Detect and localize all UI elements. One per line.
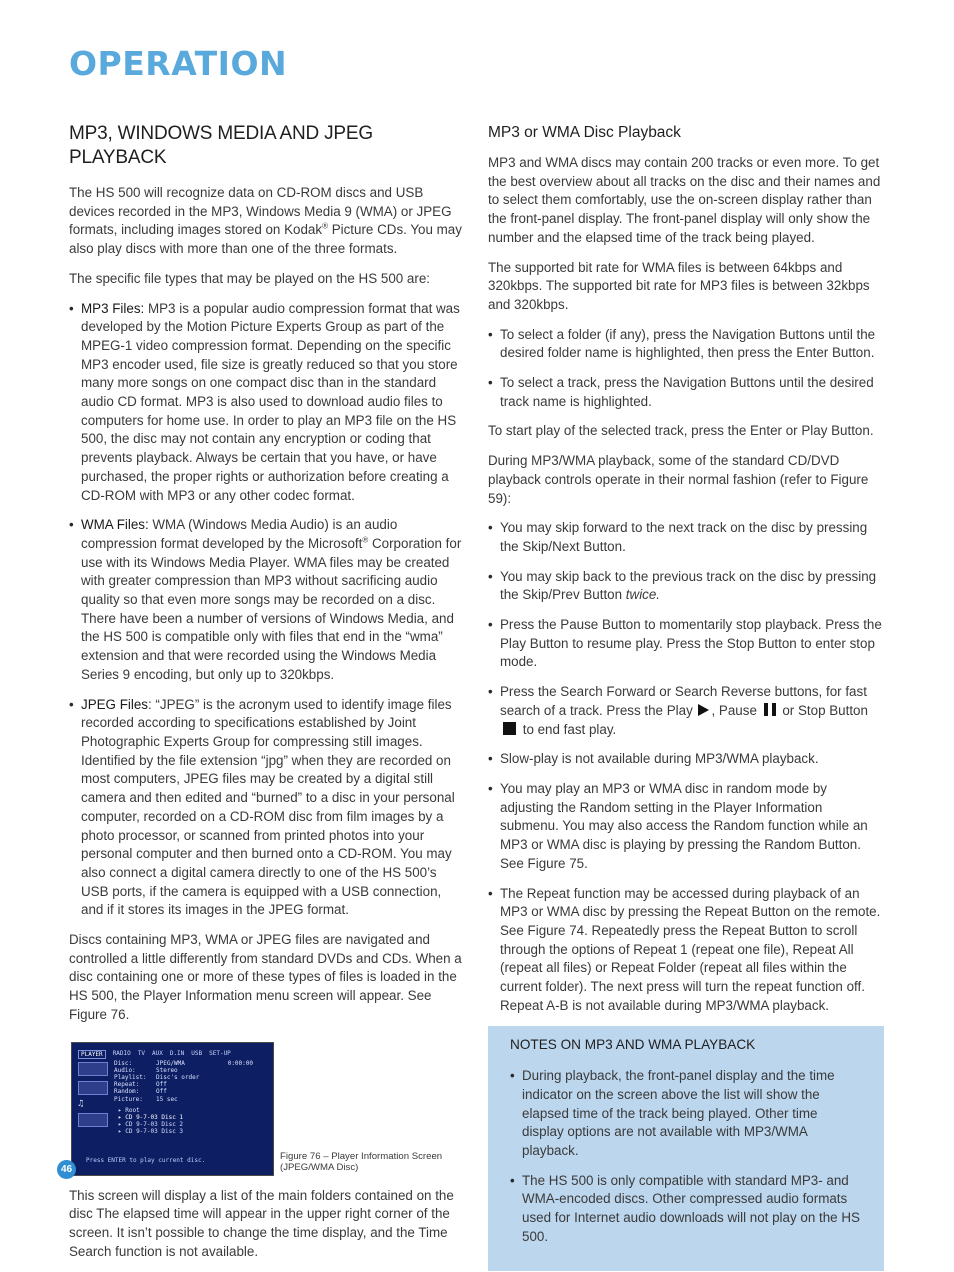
- folder-label: CD 9-7-03 Disc 1: [125, 1113, 184, 1121]
- screen-settings-rows: [114, 1060, 214, 1103]
- paragraph: During MP3/WMA playback, some of the standard CD/DVD playback controls operate in their normal fashion (refer to Figure 59):: [488, 453, 869, 506]
- photo-icon: [78, 1113, 108, 1127]
- list-item-wma: [69, 516, 467, 684]
- mp3-term: MP3 Files:: [81, 300, 145, 316]
- screen-row: [114, 1060, 214, 1067]
- list-item: • To select a folder (if any), press the Navigation Buttons until the desired folder name is highlighted, then press the Enter Button.: [488, 326, 884, 363]
- list-item-mp3: [69, 300, 467, 506]
- screen-row-label: Playlist:: [114, 1073, 147, 1081]
- screen-tab: PLAYER: [78, 1050, 106, 1059]
- registered-mark: ®: [322, 221, 328, 231]
- disc-icon: [78, 1062, 108, 1076]
- folder-item: [118, 1128, 183, 1135]
- list-item: • The Repeat function may be accessed during playback of an MP3 or WMA disc by pressing the Repeat Button on the remote. See Figure 74. Repeatedly press the Repeat Button to scroll through the options of Repeat 1 (repeat one file), Repeat All (repeat all files) or Repeat Folder (repeat all files within the current folder). The next press will turn the repeat function off. Repeat A-B is not available during MP3/WMA playback.: [488, 885, 884, 1016]
- folder-icon: ▸: [118, 1113, 126, 1121]
- screen-row: [114, 1081, 214, 1088]
- list-item: • Slow-play is not available during MP3/WMA playback.: [488, 750, 884, 769]
- subsection-title: MP3 or WMA Disc Playback: [488, 124, 681, 141]
- list-item: • You may play an MP3 or WMA disc in random mode by adjusting the Random setting in the Player Information submenu. You may also access the Random function while an MP3 or WMA disc is playing by pressing the Random Button. See Figure 75.: [488, 780, 884, 874]
- music-note-icon: ♫: [78, 1098, 84, 1109]
- screen-tabs: [78, 1050, 267, 1059]
- screen-row-label: Audio:: [114, 1066, 136, 1074]
- screen-row-value: Off: [156, 1088, 167, 1096]
- screen-row-label: Picture:: [114, 1095, 143, 1103]
- screen-row-value: JPEG/WMA: [156, 1059, 185, 1067]
- intro-text-1: The HS 500 will recognize data on CD-ROM discs and USB devices recorded in the MP3, Windows Media 9 (WMA) or JPEG formats, including images stored on Kodak: [69, 185, 452, 238]
- list-item-text: , Pause: [711, 702, 761, 718]
- list-item: • During playback, the front-panel display and the time indicator on the screen above the list will show the elapsed time of the track being played. Other time display options are not available with MP3/WMA playback.: [510, 1067, 862, 1161]
- folder-icon: ▸: [118, 1120, 126, 1128]
- page-number-badge: 46: [57, 1160, 76, 1179]
- file-types-list: [69, 300, 467, 921]
- list-item: • You may skip forward to the next track on the disc by pressing the Skip/Next Button.: [488, 519, 884, 556]
- folder-label: CD 9-7-03 Disc 3: [125, 1128, 184, 1136]
- screen-row: [114, 1067, 214, 1074]
- folder-label: Root: [125, 1106, 140, 1114]
- emphasis-text: twice.: [625, 587, 661, 603]
- list-item-text: Press the Search Forward or Search Reverse buttons, for fast search of a track. Press the Play: [500, 684, 867, 718]
- folder-icon: ▸: [118, 1128, 126, 1136]
- notes-title: NOTES ON MP3 AND WMA PLAYBACK: [510, 1037, 756, 1053]
- left-column: [69, 122, 467, 1272]
- play-icon: [698, 704, 709, 716]
- registered-mark: ®: [362, 535, 369, 545]
- screen-row-value: Stereo: [156, 1066, 178, 1074]
- mp3-text: MP3 is a popular audio compression format that was developed by the Motion Picture Experts Group as part of the MPEG-1 video compression format. Depending on the specific MP3 encoder used, file size is greatly reduced so that you store many more songs on one compact disc than in the standard audio CD format. MP3 is also used to download audio files to computers for home use. In order to play an MP3 file on the HS 500, the disc may not contain any encryption or coding that prevents playback. Always be certain that you have, or have purchased, the proper rights or authorization before creating a CD-ROM with MP3 or any other codec format.: [81, 300, 460, 503]
- screen-footer-hint: Press ENTER to play current disc.: [86, 1157, 206, 1165]
- intro-paragraph: [69, 184, 467, 259]
- closing-paragraph: This screen will display a list of the main folders contained on the disc The elapsed time will appear in the upper right corner of the screen. It isn’t possible to change the time display, and the Time Search function is not available.: [69, 1187, 454, 1259]
- screen-row-value: Disc's order: [156, 1073, 200, 1081]
- screen-tab: AUX: [151, 1049, 163, 1057]
- screen-row-label: Repeat:: [114, 1081, 140, 1089]
- screen-row-label: Random:: [114, 1088, 140, 1096]
- screen-tab: D.IN: [169, 1049, 185, 1057]
- folder-item: [118, 1107, 183, 1114]
- folder-item: [118, 1121, 183, 1128]
- jpeg-text: : “JPEG” is the acronym used to identify image files recorded according to specifications established by Joint Photographic Experts Group for compressing still images. Identified by the file extension “jpg” when they are recorded on most computers, JPEG files may be created by a digital still camera and then edited and “burned” to a disc in your personal computer, recorded on a CD-ROM disc from film images by a photo processor, or scanned from printed photos into your personal computer and then burned onto a CD-ROM. You may also connect a digital camera directly to one of the HS 500’s USB ports, if the camera is equipped with a USB connection, and if it stores its images in the JPEG format.: [81, 696, 455, 918]
- list-item-text: You may skip back to the previous track on the disc by pressing the Skip/Prev Button: [500, 568, 877, 603]
- figure-caption: Figure 76 – Player Information Screen (JPEG/WMA Disc): [280, 1150, 443, 1173]
- jpeg-term: JPEG Files: [81, 696, 148, 712]
- screen-row-value: 15 sec: [156, 1095, 178, 1103]
- wma-text-1: WMA (Windows Media Audio) is an audio compression format developed by the Microsoft: [81, 517, 398, 551]
- page-header-title: OPERATION: [69, 44, 288, 83]
- notes-list: [510, 1067, 862, 1246]
- pause-icon: [764, 703, 776, 716]
- folder-icon: ▸: [118, 1106, 126, 1114]
- list-item: • Press the Pause Button to momentarily stop playback. Press the Play Button to resume play. Press the Stop Button to enter stop mode.: [488, 616, 884, 672]
- list-item-text: or Stop Button: [778, 702, 868, 718]
- screen-row-value: Off: [156, 1081, 167, 1089]
- screen-row: [114, 1088, 214, 1095]
- wma-term: WMA Files:: [81, 517, 149, 533]
- screen-tab: RADIO: [112, 1049, 131, 1057]
- selection-list: [488, 326, 884, 412]
- figure-76: [69, 1036, 467, 1176]
- screen-row: [114, 1074, 214, 1081]
- screen-tab: USB: [191, 1049, 203, 1057]
- paragraph: MP3 and WMA discs may contain 200 tracks or even more. To get the best overview about all tracks on the disc and their names and to select them comfortably, use the on-screen display rather than the front-panel display. The front-panel display will only show the number and the elapsed time of the track being played.: [488, 155, 881, 245]
- screen-time: 0:00:00: [227, 1059, 253, 1067]
- player-information-screen: [71, 1042, 274, 1176]
- list-item-jpeg: [69, 696, 467, 920]
- navigation-paragraph: Discs containing MP3, WMA or JPEG files are navigated and controlled a little differently from standard DVDs and CDs. When a disc containing one or more of these types of files is loaded in the HS 500, the Player Information menu screen will appear. See Figure 76.: [69, 932, 462, 1022]
- paragraph: To start play of the selected track, press the Enter or Play Button.: [488, 423, 874, 439]
- paragraph: The supported bit rate for WMA files is between 64kbps and 320kbps. The supported bit rate for MP3 files is between 32kbps and 320kbps.: [488, 259, 870, 312]
- stop-icon: [503, 722, 516, 735]
- screen-row: [114, 1096, 214, 1103]
- list-item: • The HS 500 is only compatible with standard MP3- and WMA-encoded discs. Other compressed audio formats used for Internet audio downloads will not play on the HS 500.: [510, 1172, 862, 1247]
- settings-icon: [78, 1081, 108, 1095]
- screen-row-label: Disc:: [114, 1059, 133, 1067]
- list-item: [488, 683, 884, 739]
- folder-item: [118, 1114, 183, 1121]
- folder-label: CD 9-7-03 Disc 2: [125, 1120, 184, 1128]
- right-column: [488, 122, 884, 1271]
- screen-tab: TV: [137, 1049, 145, 1057]
- list-item: • To select a track, press the Navigation Buttons until the desired track name is highlighted.: [488, 374, 884, 411]
- section-title: MP3, WINDOWS MEDIA AND JPEG PLAYBACK: [69, 123, 373, 168]
- intro-text-2: Picture CDs. You may also play discs with more than one of the three formats.: [69, 222, 462, 257]
- playback-controls-list: [488, 519, 884, 1015]
- wma-text-2: Corporation for use with its Windows Media Player. WMA files may be created with greater compression than MP3 without sacrificing audio quality so that even more songs may be recorded on a disc. There have been a number of versions of Windows Media, and the HS 500 is compatible only with files that end in the “wma” extension and that were recorded using the Windows Media Series 9 encoding, but only up to 320kbps.: [81, 535, 462, 682]
- filetypes-intro: The specific file types that may be played on the HS 500 are:: [69, 270, 431, 286]
- screen-folder-list: [118, 1107, 183, 1136]
- list-item-text: to end fast play.: [519, 721, 617, 737]
- list-item: [488, 568, 884, 605]
- screen-tab: SET-UP: [209, 1049, 231, 1057]
